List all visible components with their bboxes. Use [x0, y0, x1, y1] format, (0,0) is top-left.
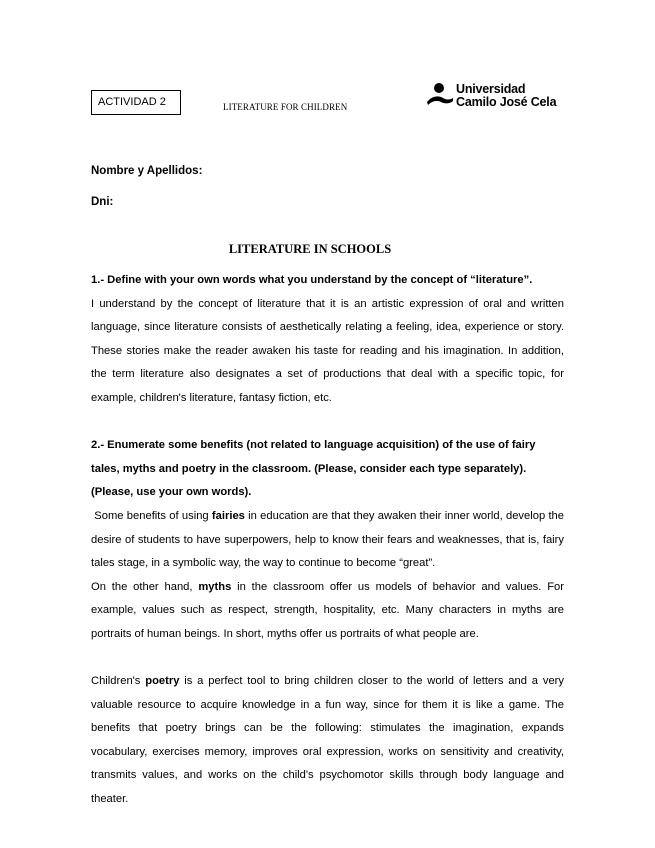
- university-name-line1: Universidad: [456, 82, 526, 96]
- section-title: LITERATURE IN SCHOOLS: [228, 242, 392, 256]
- university-name-line2: Camilo José Cela: [456, 94, 557, 109]
- answer-2-poetry: [91, 670, 564, 812]
- question-2-line-2: tales, myths and poetry in the classroom. (Please, consider each type separately).: [91, 462, 527, 475]
- fairies-text-post: in education are that they awaken their inner world, develop the desire of students to have superpowers, help to know their fears and weaknesses, that is, fairy tales stage, in a symbolic way, the way to continue to become “great”.: [91, 509, 565, 570]
- poetry-text-post: is a perfect tool to bring children closer to the world of letters and a very valuable resource to acquire knowledge in a fun way, since for them it is like a game. The benefits that poetry brings can be the following: stimulates the imagination, expands vocabulary, exercises memory, improves oral expression, works on sensitivity and creativity, transmits values, and works on the child's psychomotor skills through body language and theater.: [91, 675, 564, 806]
- question-1: 1.- Define with your own words what you understand by the concept of “literature”.: [91, 274, 533, 286]
- answer-2-fairies: [91, 505, 564, 576]
- university-name: [456, 83, 556, 108]
- answer-2-myths: [91, 576, 564, 647]
- course-title: LITERATURE FOR CHILDREN: [223, 102, 348, 112]
- dni-field-label: Dni:: [91, 196, 114, 208]
- activity-label-box: ACTIVIDAD 2: [91, 90, 181, 115]
- fairies-keyword: fairies: [211, 509, 245, 522]
- question-2-line-1: 2.- Enumerate some benefits (not related to language acquisition) of the use of fairy: [91, 439, 536, 452]
- fairies-text-pre: Some benefits of using: [91, 509, 212, 522]
- question-2-line-3: (Please, use your own words).: [91, 486, 252, 499]
- poetry-keyword: poetry: [145, 675, 180, 688]
- document-body: [91, 269, 564, 812]
- poetry-text-pre: Children's: [91, 675, 146, 688]
- university-logo: [426, 82, 556, 110]
- myths-text-pre: On the other hand,: [91, 580, 199, 593]
- myths-text-post: in the classroom offer us models of behavior and values. For example, values such as respect, strength, hospitality, etc. Many characters in myths are portraits of human beings. In short, myths offer us portraits of what people are.: [91, 580, 564, 640]
- answer-1: I understand by the concept of literature that it is an artistic expression of oral and written language, since literature consists of aesthetically relating a feeling, idea, experience or story. These stories make the reader awaken his taste for reading and his imagination. In addition, the term literature also designates a set of productions that deal with a specific topic, for example, children's literature, fantasy fiction, etc.: [91, 297, 564, 404]
- name-field-label: Nombre y Apellidos:: [91, 165, 203, 177]
- myths-keyword: myths: [198, 580, 232, 593]
- university-logo-icon: [426, 82, 454, 110]
